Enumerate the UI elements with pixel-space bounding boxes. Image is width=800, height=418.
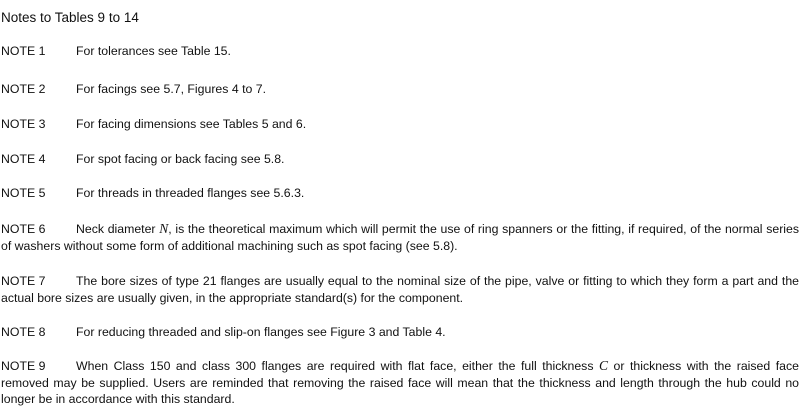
- note-text: For threads in threaded flanges see 5.6.3.: [76, 186, 305, 200]
- note-label: NOTE 1: [1, 44, 46, 58]
- note-7: [1, 273, 799, 306]
- note-8: [1, 324, 799, 341]
- thickness-symbol: C: [598, 358, 608, 373]
- note-text: , is the theoretical maximum which will permit the use of ring spanners or the fitting, if required, of the normal series of washers without some form of additional machining such as spot facing (see 5.8).: [1, 222, 800, 253]
- note-text: For spot facing or back facing see 5.8.: [76, 152, 285, 166]
- note-label: NOTE 7: [1, 274, 46, 288]
- neck-diameter-symbol: N: [159, 221, 169, 236]
- note-text: For facings see 5.7, Figures 4 to 7.: [76, 82, 267, 96]
- note-text: For reducing threaded and slip-on flanges see Figure 3 and Table 4.: [76, 325, 446, 339]
- note-text: or thickness with the raised face removed may be supplied. Users are reminded that removing the raised face will mean that the thickness and length through the hub could no longer be in accordance with this standard.: [1, 359, 799, 406]
- note-label: NOTE 5: [1, 186, 46, 200]
- note-9: [1, 358, 799, 408]
- note-text: When Class 150 and class 300 flanges are required with flat face, either the full thickness: [76, 359, 594, 373]
- note-4: [1, 151, 799, 168]
- note-label: NOTE 9: [1, 359, 46, 373]
- note-text: Neck diameter: [76, 222, 156, 236]
- notes-heading: Notes to Tables 9 to 14: [1, 10, 139, 25]
- note-text: For facing dimensions see Tables 5 and 6.: [76, 117, 307, 131]
- note-label: NOTE 8: [1, 325, 46, 339]
- note-label: NOTE 4: [1, 152, 46, 166]
- note-label: NOTE 6: [1, 222, 46, 236]
- note-text: The bore sizes of type 21 flanges are usually equal to the nominal size of the pipe, valve or fitting to which they form a part and the actual bore sizes are usually given, in the appropriate standard(s) for the component.: [1, 274, 799, 305]
- note-3: [1, 116, 799, 133]
- note-5: [1, 185, 799, 202]
- note-1: [1, 43, 799, 60]
- note-label: NOTE 2: [1, 82, 46, 96]
- note-6: [1, 221, 799, 254]
- note-2: [1, 81, 799, 98]
- note-text: For tolerances see Table 15.: [76, 44, 231, 58]
- note-label: NOTE 3: [1, 117, 46, 131]
